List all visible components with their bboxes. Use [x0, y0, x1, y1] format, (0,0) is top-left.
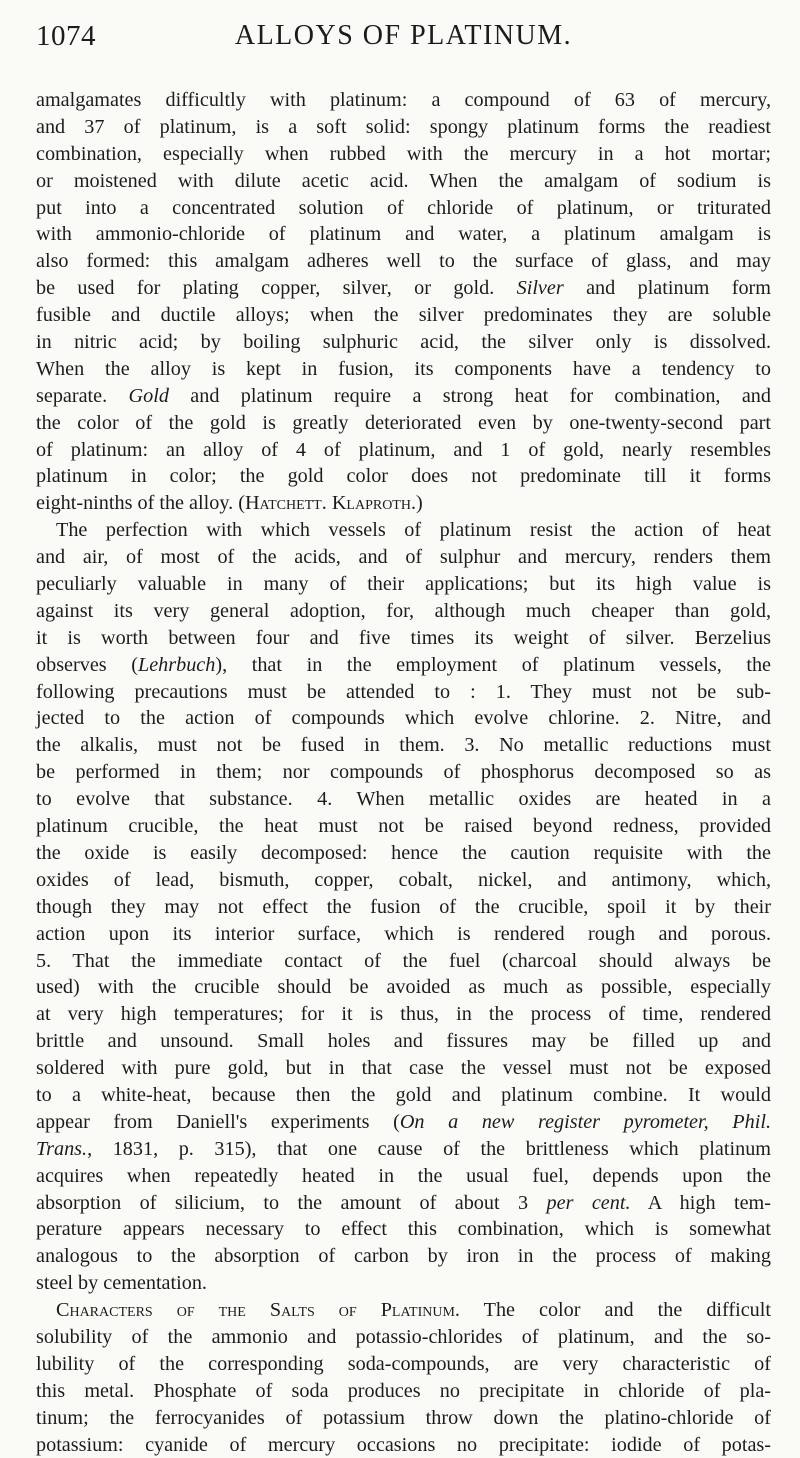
text-segment: of platinum: an alloy of 4 of platinum, and 1 of gold, nearly resembles: [36, 438, 771, 461]
text-line: [36, 356, 771, 383]
text-line: [36, 1243, 771, 1270]
text-line: [36, 813, 771, 840]
text-line: [36, 1351, 771, 1378]
text-line: [36, 1378, 771, 1405]
text-line: [36, 195, 771, 222]
text-segment: following precautions must be attended to : 1. They must not be sub-: [36, 680, 771, 703]
text-segment: ): [416, 492, 423, 515]
italic-text: On a new register pyrometer, Phil.: [399, 1110, 771, 1133]
text-segment: also formed: this amalgam adheres well to the surface of glass, and may: [36, 250, 771, 273]
text-line: [36, 1136, 771, 1163]
text-line: [36, 1055, 771, 1082]
text-segment: and platinum require a strong heat for combination, and: [168, 384, 771, 407]
text-segment: with ammonio-chloride of platinum and water, a platinum amalgam is: [36, 223, 771, 246]
small-caps-text: Hatchett. Klaproth.: [244, 492, 417, 515]
running-title: ALLOYS OF PLATINUM.: [234, 20, 573, 51]
text-line: [36, 1028, 771, 1055]
text-line: [36, 1109, 771, 1136]
text-segment: absorption of silicium, to the amount of about 3: [36, 1191, 547, 1214]
text-line: [36, 383, 771, 410]
text-line: [36, 759, 771, 786]
body-text: [36, 87, 771, 1458]
text-segment: 5. That the immediate contact of the fuel (charcoal should always be: [36, 949, 771, 972]
text-line: [36, 1432, 771, 1458]
text-line: [36, 786, 771, 813]
text-segment: When the alloy is kept in fusion, its components have a tendency to: [36, 357, 771, 380]
text-line: [36, 302, 771, 329]
text-segment: The color and the difficult: [459, 1299, 771, 1322]
text-segment: analogous to the absorption of carbon by iron in the process of making: [36, 1245, 771, 1268]
text-line: [36, 1405, 771, 1432]
text-segment: and 37 of platinum, is a soft solid: spongy platinum forms the readiest: [36, 115, 771, 138]
text-line: [36, 1163, 771, 1190]
text-segment: brittle and unsound. Small holes and fissures may be filled up and: [36, 1030, 771, 1053]
text-line: [36, 1270, 771, 1297]
text-segment: jected to the action of compounds which evolve chlorine. 2. Nitre, and: [36, 707, 771, 730]
italic-text: Silver: [516, 277, 564, 300]
text-segment: put into a concentrated solution of chloride of platinum, or triturated: [36, 196, 771, 219]
text-segment: and air, of most of the acids, and of sulphur and mercury, renders them: [36, 546, 771, 569]
text-line: [36, 517, 771, 544]
text-line: [36, 894, 771, 921]
text-segment: eight-ninths of the alloy. (: [36, 492, 245, 515]
text-line: [36, 571, 771, 598]
text-line: [36, 248, 771, 275]
text-line: [36, 732, 771, 759]
text-segment: appear from Daniell's experiments (: [36, 1110, 400, 1133]
text-line: [36, 87, 771, 114]
text-segment: be used for plating copper, silver, or gold.: [36, 277, 517, 300]
text-segment: solubility of the ammonio and potassio-chlorides of platinum, and the so-: [36, 1325, 771, 1348]
text-line: [36, 1190, 771, 1217]
text-line: [36, 840, 771, 867]
text-segment: combination, especially when rubbed with the mercury in a hot mortar;: [36, 142, 771, 165]
text-segment: or moistened with dilute acetic acid. When the amalgam of sodium is: [36, 169, 771, 192]
text-segment: soldered with pure gold, but in that case the vessel must not be exposed: [36, 1057, 771, 1080]
text-line: [36, 652, 771, 679]
text-line: [36, 1324, 771, 1351]
text-segment: ), that in the employment of platinum vessels, the: [215, 653, 772, 676]
text-line: [36, 490, 771, 517]
text-segment: potassium: cyanide of mercury occasions no precipitate: iodide of potas-: [36, 1433, 771, 1456]
italic-text: Trans.: [36, 1137, 88, 1160]
text-segment: observes (: [36, 653, 138, 676]
text-segment: in nitric acid; by boiling sulphuric acid, the silver only is dissolved.: [36, 331, 771, 354]
text-segment: steel by cementation.: [36, 1272, 207, 1295]
text-segment: separate.: [36, 384, 129, 407]
text-line: [36, 921, 771, 948]
text-segment: amalgamates difficultly with platinum: a compound of 63 of mercury,: [36, 89, 771, 111]
text-line: [36, 168, 771, 195]
text-segment: the color of the gold is greatly deteriorated even by one-twenty-second part: [36, 411, 771, 434]
text-line: [36, 329, 771, 356]
text-segment: action upon its interior surface, which is rendered rough and porous.: [36, 922, 771, 945]
text-line: [36, 141, 771, 168]
text-segment: the alkalis, must not be fused in them. 3. No metallic reductions must: [36, 734, 771, 757]
text-segment: though they may not effect the fusion of the crucible, spoil it by their: [36, 895, 771, 918]
text-line: [36, 221, 771, 248]
text-line: [36, 463, 771, 490]
text-segment: against its very general adoption, for, although much cheaper than gold,: [36, 599, 771, 622]
italic-text: Lehrbuch: [137, 653, 216, 676]
text-segment: used) with the crucible should be avoided as much as possible, especially: [36, 976, 771, 999]
text-segment: be performed in them; nor compounds of phosphorus decomposed so as: [36, 761, 771, 784]
text-segment: perature appears necessary to effect this combination, which is somewhat: [36, 1218, 771, 1241]
italic-text: Gold: [128, 384, 169, 407]
text-segment: fusible and ductile alloys; when the silver predominates they are soluble: [36, 304, 771, 327]
text-segment: it is worth between four and five times its weight of silver. Berzelius: [36, 626, 771, 649]
text-line: [36, 867, 771, 894]
text-line: [36, 410, 771, 437]
text-line: [36, 1082, 771, 1109]
text-segment: the oxide is easily decomposed: hence the caution requisite with the: [36, 841, 771, 864]
text-segment: tinum; the ferrocyanides of potassium throw down the platino-chloride of: [36, 1406, 771, 1429]
text-segment: and platinum form: [563, 277, 771, 300]
italic-text: per cent.: [546, 1191, 631, 1214]
text-line: [36, 114, 771, 141]
text-line: [36, 705, 771, 732]
text-segment: oxides of lead, bismuth, copper, cobalt, nickel, and antimony, which,: [36, 868, 771, 891]
text-line: [36, 1297, 771, 1324]
text-segment: lubility of the corresponding soda-compounds, are very characteristic of: [36, 1352, 771, 1375]
text-line: [36, 1216, 771, 1243]
text-line: [36, 625, 771, 652]
text-segment: acquires when repeatedly heated in the usual fuel, depends upon the: [36, 1164, 771, 1187]
text-segment: this metal. Phosphate of soda produces no precipitate in chloride of pla-: [36, 1379, 771, 1402]
text-line: [36, 598, 771, 625]
text-segment: peculiarly valuable in many of their applications; but its high value is: [36, 573, 771, 596]
text-line: [36, 679, 771, 706]
text-segment: , 1831, p. 315), that one cause of the brittleness which platinum: [87, 1137, 771, 1160]
text-line: [36, 948, 771, 975]
text-line: [36, 974, 771, 1001]
text-segment: to a white-heat, because then the gold and platinum combine. It would: [36, 1083, 771, 1106]
text-line: [36, 275, 771, 302]
small-caps-text: Characters of the Salts of Platinum.: [56, 1299, 460, 1322]
text-segment: platinum crucible, the heat must not be raised beyond redness, provided: [36, 815, 771, 838]
page-header: [36, 20, 771, 60]
page-number: 1074: [36, 20, 96, 52]
text-line: [36, 437, 771, 464]
text-segment: A high tem-: [630, 1191, 771, 1214]
text-segment: to evolve that substance. 4. When metallic oxides are heated in a: [36, 788, 771, 811]
text-segment: platinum in color; the gold color does not predominate till it forms: [36, 465, 771, 488]
text-line: [36, 544, 771, 571]
text-line: [36, 1001, 771, 1028]
text-segment: at very high temperatures; for it is thus, in the process of time, rendered: [36, 1003, 771, 1026]
text-segment: The perfection with which vessels of platinum resist the action of heat: [56, 519, 771, 542]
